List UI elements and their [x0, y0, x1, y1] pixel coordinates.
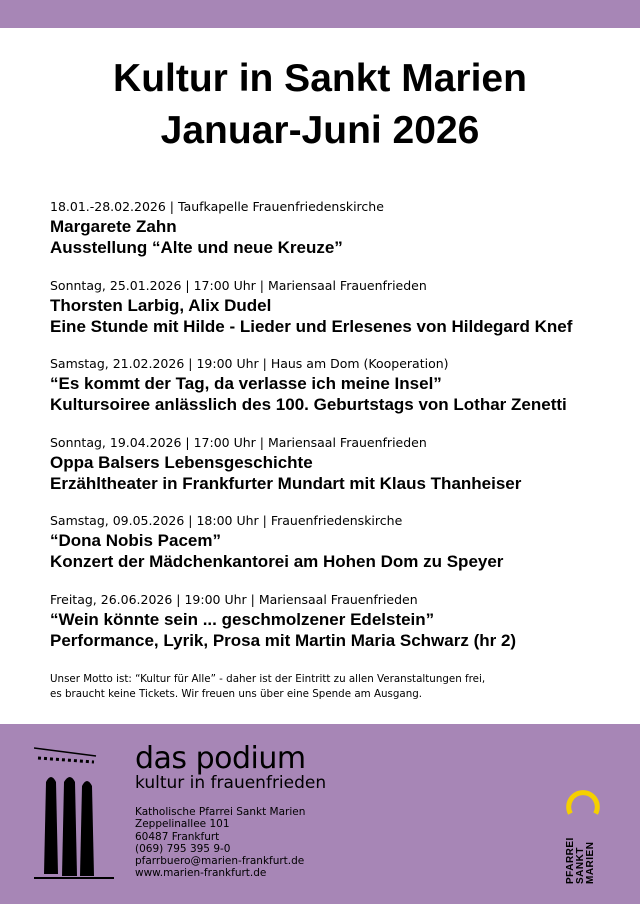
event-title: “Es kommt der Tag, da verlasse ich meine Insel” — [50, 374, 442, 393]
address-block — [135, 806, 305, 880]
page-title-line1: Kultur in Sankt Marien — [113, 57, 527, 100]
logo-text-line: SANKT — [575, 847, 586, 884]
event-title: “Dona Nobis Pacem” — [50, 531, 221, 550]
logo-text-line: MARIEN — [585, 841, 596, 884]
event-date: Sonntag, 19.04.2026 | 17:00 Uhr | Mariensaal Frauenfrieden — [50, 434, 427, 450]
logo-text-line: PFARREI — [565, 837, 576, 884]
address-line: 60487 Frankfurt — [135, 830, 220, 843]
event-item — [50, 434, 630, 513]
event-date: Samstag, 21.02.2026 | 19:00 Uhr | Haus am Dom (Kooperation) — [50, 356, 449, 371]
address-line: Katholische Pfarrei Sankt Marien — [135, 806, 306, 818]
event-title: Thorsten Larbig, Alix Dudel — [50, 295, 272, 315]
parish-arc-icon — [562, 780, 604, 822]
event-title: Margarete Zahn — [50, 217, 177, 236]
event-subtitle: Konzert der Mädchenkantorei am Hohen Dom zu Speyer — [50, 552, 504, 571]
address-line: Zeppelinallee 101 — [135, 818, 230, 831]
motto-note — [50, 672, 485, 702]
event-item — [50, 277, 630, 356]
note-line: es braucht keine Tickets. Wir freuen uns über eine Spende am Ausgang. — [50, 688, 423, 700]
brand-subtitle: kultur in frauenfrieden — [135, 773, 327, 793]
event-subtitle: Performance, Lyrik, Prosa mit Martin Maria Schwarz (hr 2) — [50, 630, 517, 650]
event-date: Sonntag, 25.01.2026 | 17:00 Uhr | Mariensaal Frauenfrieden — [50, 277, 427, 293]
event-item — [50, 198, 630, 277]
event-item — [50, 355, 630, 434]
event-subtitle: Kultursoiree anlässlich des 100. Geburtstags von Lothar Zenetti — [50, 395, 567, 414]
event-item — [50, 512, 630, 591]
footer — [0, 724, 640, 904]
top-bar — [0, 0, 640, 28]
parish-logo-text — [566, 837, 596, 884]
event-subtitle: Erzähltheater in Frankfurter Mundart mit Klaus Thanheiser — [50, 473, 522, 493]
event-list — [50, 198, 630, 669]
event-date: 18.01.-28.02.2026 | Taufkapelle Frauenfriedenskirche — [50, 199, 384, 214]
pillars-logo-icon — [34, 744, 119, 904]
note-line: Unser Motto ist: “Kultur für Alle” - daher ist der Eintritt zu allen Veranstaltungen frei, — [50, 673, 486, 685]
event-date: Freitag, 26.06.2026 | 19:00 Uhr | Mariensaal Frauenfrieden — [50, 591, 418, 607]
event-subtitle: Ausstellung “Alte und neue Kreuze” — [50, 238, 343, 257]
event-title: “Wein könnte sein ... geschmolzener Edelstein” — [50, 609, 435, 629]
event-item — [50, 591, 630, 670]
page-title-line2: Januar-Juni 2026 — [160, 109, 480, 152]
event-subtitle: Eine Stunde mit Hilde - Lieder und Erlesenes von Hildegard Knef — [50, 316, 573, 336]
website-link[interactable]: www.marien-frankfurt.de — [135, 867, 267, 880]
event-date: Samstag, 09.05.2026 | 18:00 Uhr | Frauenfriedenskirche — [50, 513, 403, 528]
brand-name: das podium — [135, 741, 306, 776]
email-link[interactable]: pfarrbuero@marien-frankfurt.de — [135, 855, 305, 868]
event-title: Oppa Balsers Lebensgeschichte — [50, 452, 313, 472]
phone: (069) 795 395 9-0 — [135, 842, 231, 855]
